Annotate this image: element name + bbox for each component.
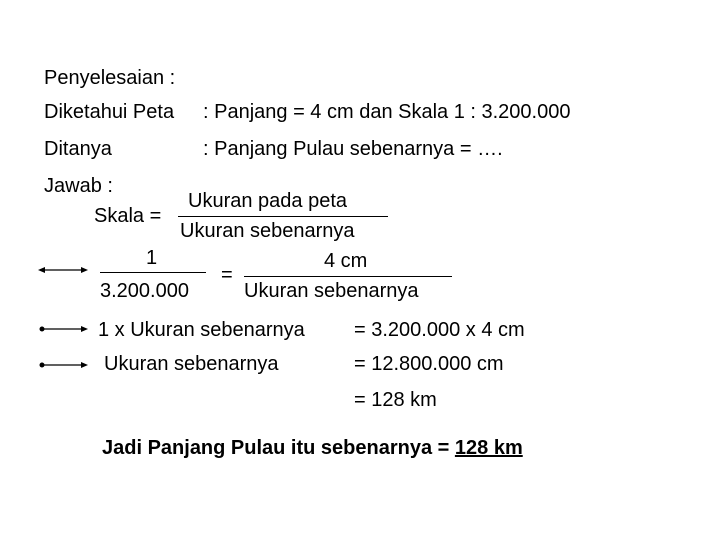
formula-numerator: Ukuran pada peta bbox=[188, 190, 348, 212]
formula-fraction-line bbox=[178, 216, 388, 217]
answer-label: Jawab : bbox=[44, 175, 113, 197]
step1-left-fraction-line bbox=[100, 272, 206, 273]
step1-right-numerator: 4 cm bbox=[324, 250, 368, 272]
known-value: : Panjang = 4 cm dan Skala 1 : 3.200.000 bbox=[203, 101, 571, 123]
step3-right: = 12.800.000 cm bbox=[354, 353, 504, 375]
known-label: Diketahui Peta bbox=[44, 101, 175, 123]
right-arrow-icon bbox=[38, 323, 88, 335]
formula-lhs: Skala = bbox=[94, 205, 162, 227]
conclusion bbox=[102, 436, 523, 460]
step3-left: Ukuran sebenarnya bbox=[104, 353, 279, 375]
formula-denominator: Ukuran sebenarnya bbox=[180, 220, 355, 242]
step1-right-fraction-line bbox=[244, 276, 452, 277]
heading: Penyelesaian : bbox=[44, 67, 176, 89]
double-arrow-icon bbox=[38, 264, 88, 276]
right-arrow-icon bbox=[38, 359, 88, 371]
step2-right: = 3.200.000 x 4 cm bbox=[354, 319, 525, 341]
asked-label: Ditanya bbox=[44, 138, 112, 160]
step1-left-denominator: 3.200.000 bbox=[100, 280, 189, 302]
conclusion-answer: 128 km bbox=[454, 437, 523, 459]
step1-equals: = bbox=[221, 264, 233, 286]
step4-right: = 128 km bbox=[354, 389, 437, 411]
step1-left-numerator: 1 bbox=[146, 247, 158, 269]
step2-left: 1 x Ukuran sebenarnya bbox=[98, 319, 305, 341]
asked-value: : Panjang Pulau sebenarnya = …. bbox=[203, 138, 503, 160]
step1-right-denominator: Ukuran sebenarnya bbox=[244, 280, 419, 302]
conclusion-text: Jadi Panjang Pulau itu sebenarnya = bbox=[102, 437, 455, 459]
